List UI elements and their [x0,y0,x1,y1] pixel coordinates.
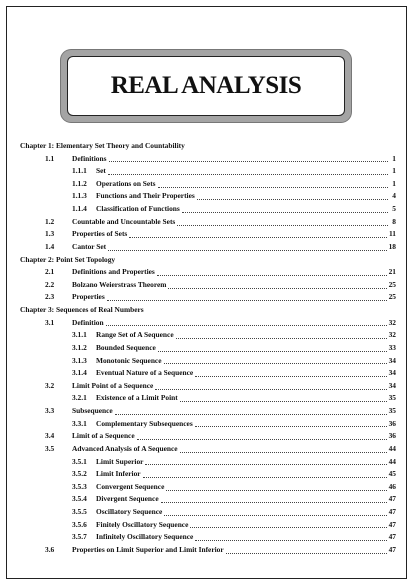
toc-page-number: 47 [388,544,396,554]
dot-leader [166,484,386,491]
toc-page-number: 35 [388,406,396,416]
toc-section-entry[interactable] [45,405,396,418]
dot-leader [108,168,388,175]
toc-page-number: 34 [388,355,396,365]
dot-leader [177,219,388,226]
toc-entry-number: 1.1 [45,153,55,163]
toc-subsection-entry[interactable] [72,456,396,469]
toc-entry-number: 3.6 [45,544,55,554]
toc-entry-number: 1.2 [45,216,55,226]
toc-entry-number: 2.3 [45,292,55,302]
toc-entry-label: Properties of Sets [72,229,128,239]
toc-page-number: 45 [388,469,396,479]
toc-section-entry[interactable] [45,544,396,557]
toc-entry-number: 3.3 [45,406,55,416]
toc-section-entry[interactable] [45,241,396,254]
toc-subsection-entry[interactable] [72,165,396,178]
dot-leader [106,319,387,326]
toc-entry-label: Properties on Limit Superior and Limit Inferior [72,544,224,554]
dot-leader [155,383,386,390]
toc-entry-label: Set [96,166,106,176]
toc-entry-number: 3.5.4 [72,494,87,504]
toc-entry-label: Definitions and Properties [72,267,155,277]
dot-leader [180,395,387,402]
dot-leader [195,420,387,427]
toc-page-number: 44 [388,456,396,466]
toc-page-number: 32 [388,330,396,340]
dot-leader [115,408,387,415]
toc-entry-number: 1.3 [45,229,55,239]
dot-leader [164,509,386,516]
toc-entry-number: 3.5.1 [72,456,87,466]
toc-entry-label: Definitions [72,153,107,163]
dot-leader [129,231,387,238]
dot-leader [107,294,387,301]
toc-subsection-entry[interactable] [72,468,396,481]
toc-page-number: 1 [392,153,396,163]
toc-section-entry[interactable] [45,443,396,456]
toc-entry-number: 1.1.1 [72,166,87,176]
toc-page-number: 18 [388,241,396,251]
toc-entry-number: 1.4 [45,241,55,251]
toc-subsection-entry[interactable] [72,178,396,191]
toc-page-number: 11 [389,229,396,239]
toc-page-number: 1 [392,178,396,188]
dot-leader [158,345,387,352]
toc-entry-number: 3.3.1 [72,418,87,428]
toc-page-number: 25 [388,279,396,289]
toc-subsection-entry[interactable] [72,506,396,519]
toc-section-entry[interactable] [45,216,396,229]
dot-leader [168,282,386,289]
toc-entry-number: 1.1.3 [72,191,87,201]
toc-section-entry[interactable] [45,430,396,443]
toc-entry-label: Monotonic Sequence [96,355,162,365]
toc-subsection-entry[interactable] [72,355,396,368]
toc-entry-number: 3.5.6 [72,519,87,529]
toc-entry-number: 3.2.1 [72,393,87,403]
toc-entry-label: Functions and Their Properties [96,191,195,201]
toc-subsection-entry[interactable] [72,342,396,355]
title-banner [61,50,351,122]
toc-entry-number: 2.2 [45,279,55,289]
toc-page-number: 1 [392,166,396,176]
toc-entry-label: Oscillatory Sequence [96,506,163,516]
dot-leader [195,534,386,541]
toc-entry-label: Eventual Nature of a Sequence [96,368,194,378]
dot-leader [157,269,387,276]
dot-leader [137,433,387,440]
toc-page-number: 47 [388,519,396,529]
toc-entry-number: 3.5.5 [72,506,87,516]
dot-leader [190,521,386,528]
toc-subsection-entry[interactable] [72,190,396,203]
toc-page-number: 47 [388,506,396,516]
dot-leader [161,496,387,503]
toc-page-number: 33 [388,342,396,352]
toc-chapter-heading[interactable] [20,254,395,267]
toc-subsection-entry[interactable] [72,493,396,506]
toc-entry-label: Divergent Sequence [96,494,159,504]
toc-entry-label: Limit of a Sequence [72,431,135,441]
toc-subsection-entry[interactable] [72,519,396,532]
dot-leader [226,547,387,554]
toc-subsection-entry[interactable] [72,367,396,380]
toc-page-number: 8 [392,216,396,226]
toc-entry-label: Properties [72,292,105,302]
dot-leader [145,458,386,465]
toc-entry-label: Limit Point of a Sequence [72,380,154,390]
toc-entry-number: 3.4 [45,431,55,441]
toc-subsection-entry[interactable] [72,418,396,431]
toc-page-number: 34 [388,380,396,390]
toc-entry-label: Bolzano Weierstrass Theorem [72,279,167,289]
toc-page-number: 47 [388,494,396,504]
toc-section-entry[interactable] [45,291,396,304]
toc-entry-number: 3.2 [45,380,55,390]
toc-entry-number: 3.1 [45,317,55,327]
title-banner-inner [67,56,345,116]
toc-entry-label: Classification of Functions [96,204,180,214]
toc-entry-number: 3.5.3 [72,481,87,491]
toc-section-entry[interactable] [45,266,396,279]
toc-entry-number: 3.1.2 [72,342,87,352]
dot-leader [158,181,388,188]
toc-entry-number: 3.5 [45,443,55,453]
toc-entry-label: Chapter 2: Point Set Topology [20,254,116,264]
toc-entry-label: Convergent Sequence [96,481,165,491]
toc-page-number: 34 [388,368,396,378]
toc-entry-number: 1.1.4 [72,204,87,214]
toc-subsection-entry[interactable] [72,203,396,216]
toc-entry-number: 3.1.1 [72,330,87,340]
toc-page-number: 47 [388,532,396,542]
toc-section-entry[interactable] [45,380,396,393]
toc-entry-label: Limit Superior [96,456,144,466]
dot-leader [108,244,386,251]
toc-entry-number: 1.1.2 [72,178,87,188]
toc-entry-number: 2.1 [45,267,55,277]
toc-entry-number: 3.1.4 [72,368,87,378]
toc-entry-number: 3.5.7 [72,532,87,542]
toc-subsection-entry[interactable] [72,329,396,342]
dot-leader [109,155,389,162]
toc-entry-label: Subsequence [72,406,113,416]
toc-entry-label: Advanced Analysis of A Sequence [72,443,178,453]
toc-section-entry[interactable] [45,279,396,292]
toc-page-number: 32 [388,317,396,327]
toc-section-entry[interactable] [45,153,396,166]
toc-entry-label: Limit Inferior [96,469,141,479]
toc-section-entry[interactable] [45,317,396,330]
dot-leader [176,332,387,339]
toc-subsection-entry[interactable] [72,481,396,494]
toc-page-number: 46 [388,481,396,491]
toc-entry-label: Chapter 3: Sequences of Real Numbers [20,305,144,315]
dot-leader [195,370,386,377]
toc-entry-label: Finitely Oscillatory Sequence [96,519,189,529]
toc-entry-label: Chapter 1: Elementary Set Theory and Countability [20,141,185,150]
toc-entry-number: 3.5.2 [72,469,87,479]
toc-entry-label: Operations on Sets [96,178,156,188]
toc-page-number: 21 [388,267,396,277]
dot-leader [143,471,387,478]
toc-page-number: 44 [388,443,396,453]
dot-leader [180,446,387,453]
toc-chapter-heading[interactable] [20,304,395,317]
toc-entry-label: Definition [72,317,104,327]
toc-entry-label: Complementary Subsequences [96,418,193,428]
toc-entry-label: Countable and Uncountable Sets [72,216,176,226]
toc-entry-number: 3.1.3 [72,355,87,365]
toc-page-number: 25 [388,292,396,302]
toc-page-number: 36 [388,418,396,428]
toc-chapter-heading[interactable] [20,140,395,153]
dot-leader [197,193,388,200]
document-title: REAL ANALYSIS [110,72,302,99]
dot-leader [182,206,388,213]
dot-leader [164,357,387,364]
toc-entry-label: Cantor Set [72,241,107,251]
toc-subsection-entry[interactable] [72,392,396,405]
toc-subsection-entry[interactable] [72,531,396,544]
toc-page-number: 5 [392,204,396,214]
toc-page-number: 35 [388,393,396,403]
toc-page-number: 36 [388,431,396,441]
toc-entry-label: Bounded Sequence [96,342,156,352]
toc-entry-label: Infinitely Oscillatory Sequence [96,532,194,542]
toc-entry-label: Existence of a Limit Point [96,393,178,403]
toc-page-number: 4 [392,191,396,201]
toc-section-entry[interactable] [45,228,396,241]
toc-entry-label: Range Set of A Sequence [96,330,174,340]
